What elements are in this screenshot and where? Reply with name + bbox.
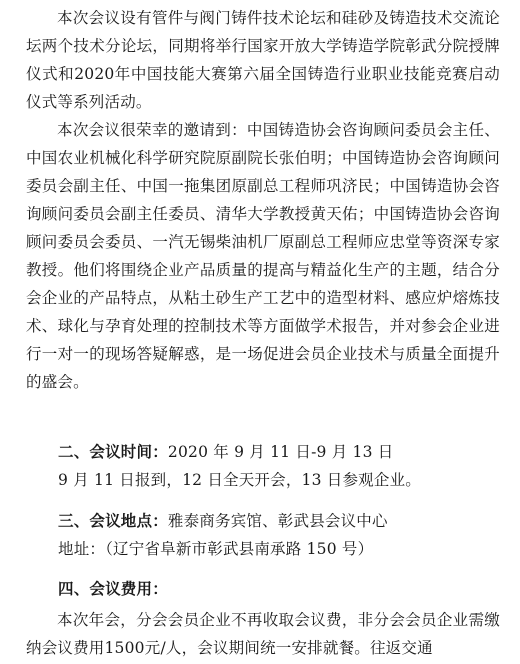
- meeting-time-heading: 二、会议时间：: [58, 443, 168, 461]
- meeting-location-heading: 三、会议地点：: [58, 512, 168, 530]
- meeting-fee-heading: 四、会议费用：: [58, 580, 168, 598]
- paragraph-fees: 本次年会，分会会员企业不再收取会议费，非分会会员企业需缴纳会议费用1500元/人，会议期间统一安排就餐。往返交通: [26, 611, 500, 657]
- paragraph-forums: 本次会议设有管件与阀门铸件技术论坛和硅砂及铸造技术交流论坛两个技术分论坛，同期将举行国家开放大学铸造学院彰武分院授牌仪式和2020年中国技能大赛第六届全国铸造行业职业技能竞赛启动仪式等系列活动。: [26, 9, 500, 111]
- meeting-location-line: [58, 507, 388, 535]
- meeting-time-line: [58, 438, 393, 466]
- meeting-location-value: 雅泰商务宾馆、彰武县会议中心: [167, 512, 388, 530]
- paragraph-invited-experts: 本次会议很荣幸的邀请到：中国铸造协会咨询顾问委员会主任、中国农业机械化科学研究院原副院长张伯明；中国铸造协会咨询顾问委员会副主任、中国一拖集团原副总工程师巩济民；中国铸造协会咨询顾问委员会副主任委员、清华大学教授黄天佑；中国铸造协会咨询顾问委员会委员、一汽无锡柴油机厂原副总工程师应忠堂等资深专家教授。他们将围绕企业产品质量的提高与精益化生产的主题，结合分会企业的产品特点，从粘土砂生产工艺中的造型材料、感应炉熔炼技术、球化与孕育处理的控制技术等方面做学术报告，并对参会企业进行一对一的现场答疑解惑，是一场促进会员企业技术与质量全面提升的盛会。: [26, 121, 500, 391]
- meeting-schedule-detail: 9 月 11 日报到，12 日全天开会，13 日参观企业。: [58, 471, 421, 489]
- meeting-fee-line: [58, 575, 168, 603]
- meeting-address: 地址：（辽宁省阜新市彰武县南承路 150 号）: [58, 540, 374, 558]
- meeting-time-value: 2020 年 9 月 11 日-9 月 13 日: [167, 443, 394, 461]
